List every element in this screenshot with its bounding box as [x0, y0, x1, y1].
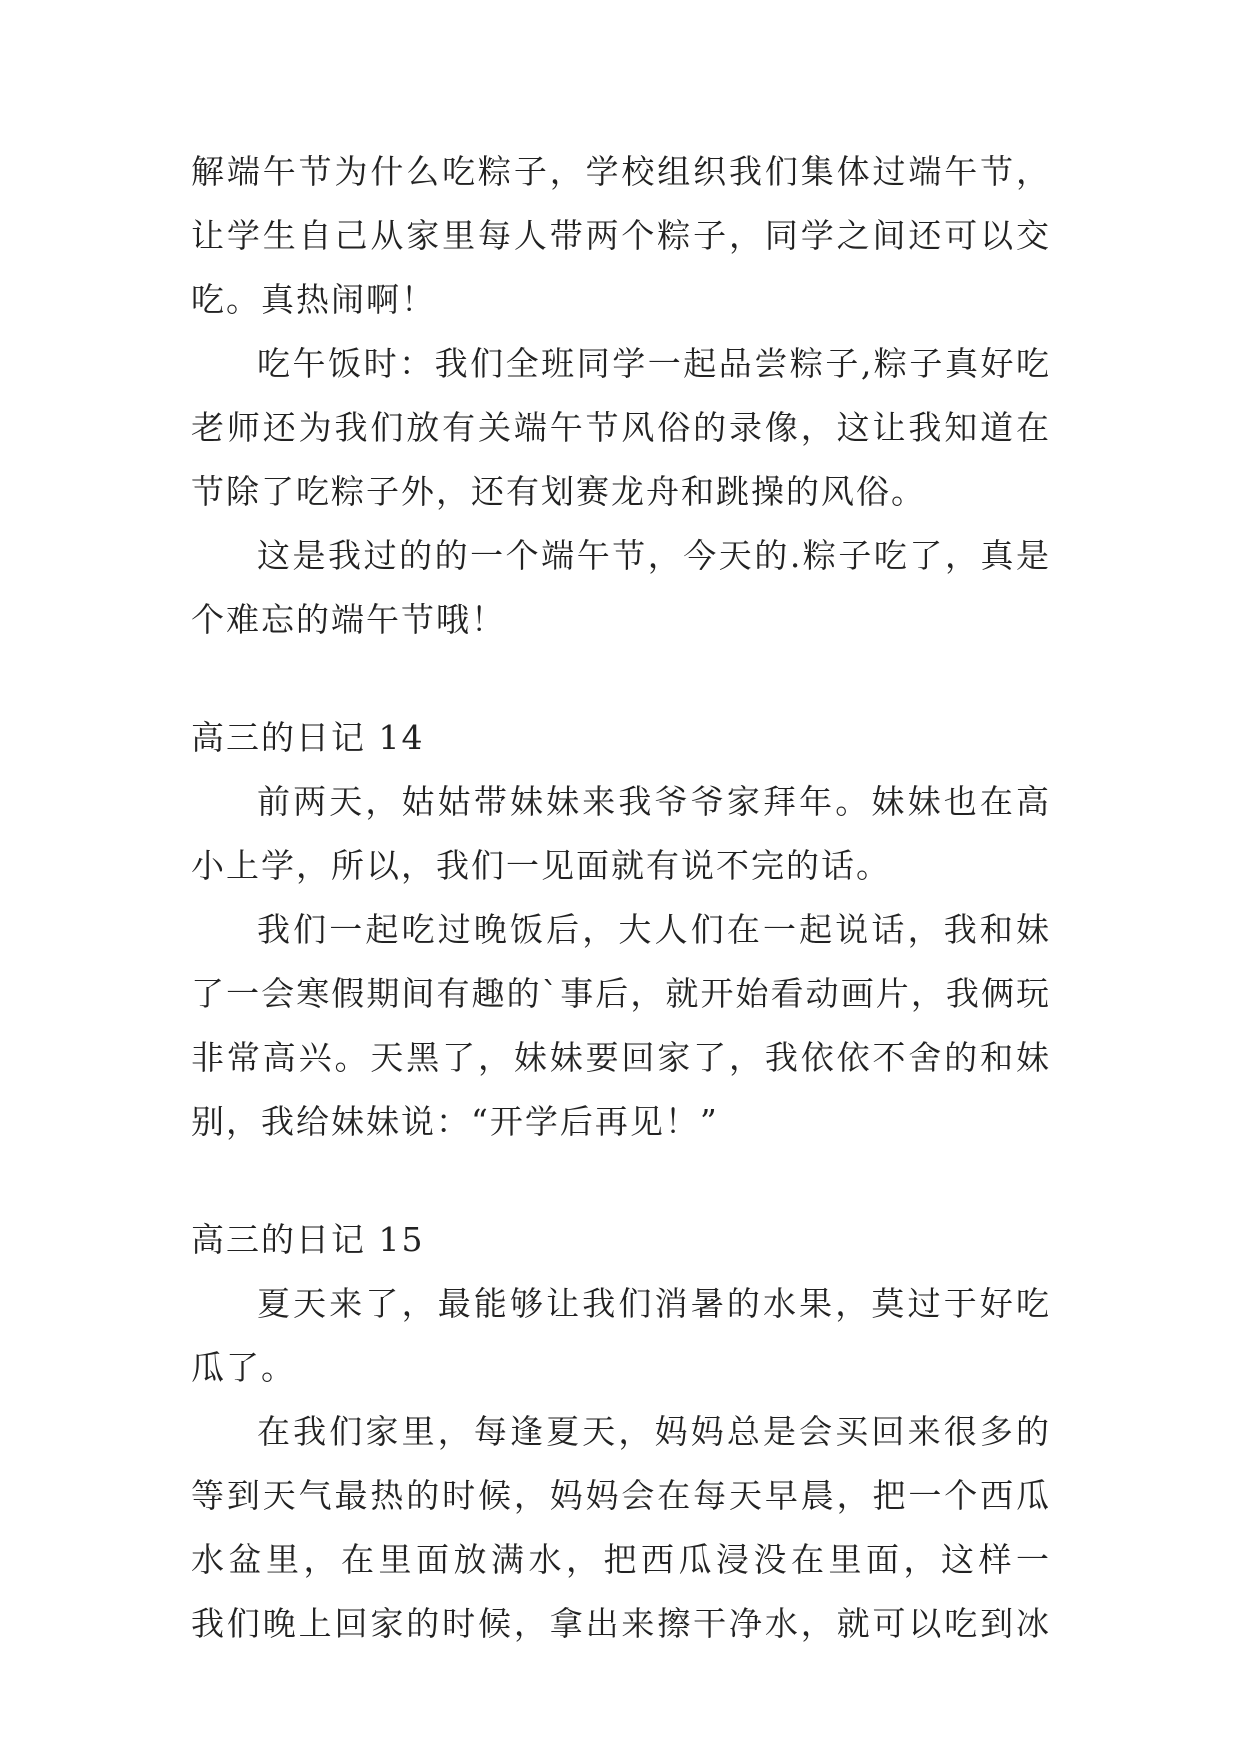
entry-title: 高三的日记 14 [191, 718, 425, 757]
text-line: 这是我过的的一个端午节，今天的.粽子吃了，真是 [257, 536, 1051, 575]
diary-entry-14 [191, 706, 1051, 1154]
text-line: 非常高兴。天黑了，妹妹要回家了，我依依不舍的和妹 [191, 1038, 1051, 1077]
diary-entry-15 [191, 1208, 1051, 1656]
text-line: 吃午饭时：我们全班同学一起品尝粽子,粽子真好吃 [257, 344, 1051, 383]
text-line: 我们晚上回家的时候，拿出来擦干净水，就可以吃到冰 [191, 1604, 1051, 1643]
text-line: 个难忘的端午节哦！ [191, 600, 506, 639]
text-line: 小上学，所以，我们一见面就有说不完的话。 [191, 846, 891, 885]
diary-block-dragon-boat [191, 140, 1051, 652]
text-line: 前两天，姑姑带妹妹来我爷爷家拜年。妹妹也在高 [257, 782, 1051, 821]
text-line: 吃。真热闹啊！ [191, 280, 436, 319]
text-line: 我们一起吃过晚饭后，大人们在一起说话，我和妹 [257, 910, 1051, 949]
text-line: 水盆里，在里面放满水，把西瓜浸没在里面，这样一 [191, 1540, 1051, 1579]
text-line: 别，我给妹妹说：“开学后再见！” [191, 1102, 719, 1141]
document-page [191, 140, 1051, 1656]
text-line: 老师还为我们放有关端午节风俗的录像，这让我知道在 [191, 408, 1051, 447]
text-line: 夏天来了，最能够让我们消暑的水果，莫过于好吃 [257, 1284, 1051, 1323]
text-line: 解端午节为什么吃粽子，学校组织我们集体过端午节， [191, 152, 1051, 191]
text-line: 等到天气最热的时候，妈妈会在每天早晨，把一个西瓜 [191, 1476, 1051, 1515]
text-line: 让学生自己从家里每人带两个粽子，同学之间还可以交 [191, 216, 1051, 255]
text-line: 在我们家里，每逢夏天，妈妈总是会买回来很多的 [257, 1412, 1051, 1451]
text-line: 节除了吃粽子外，还有划赛龙舟和跳操的风俗。 [191, 472, 926, 511]
text-line: 瓜了。 [191, 1348, 296, 1387]
text-line: 了一会寒假期间有趣的`事后，就开始看动画片，我俩玩 [191, 974, 1051, 1013]
entry-title: 高三的日记 15 [191, 1220, 425, 1259]
